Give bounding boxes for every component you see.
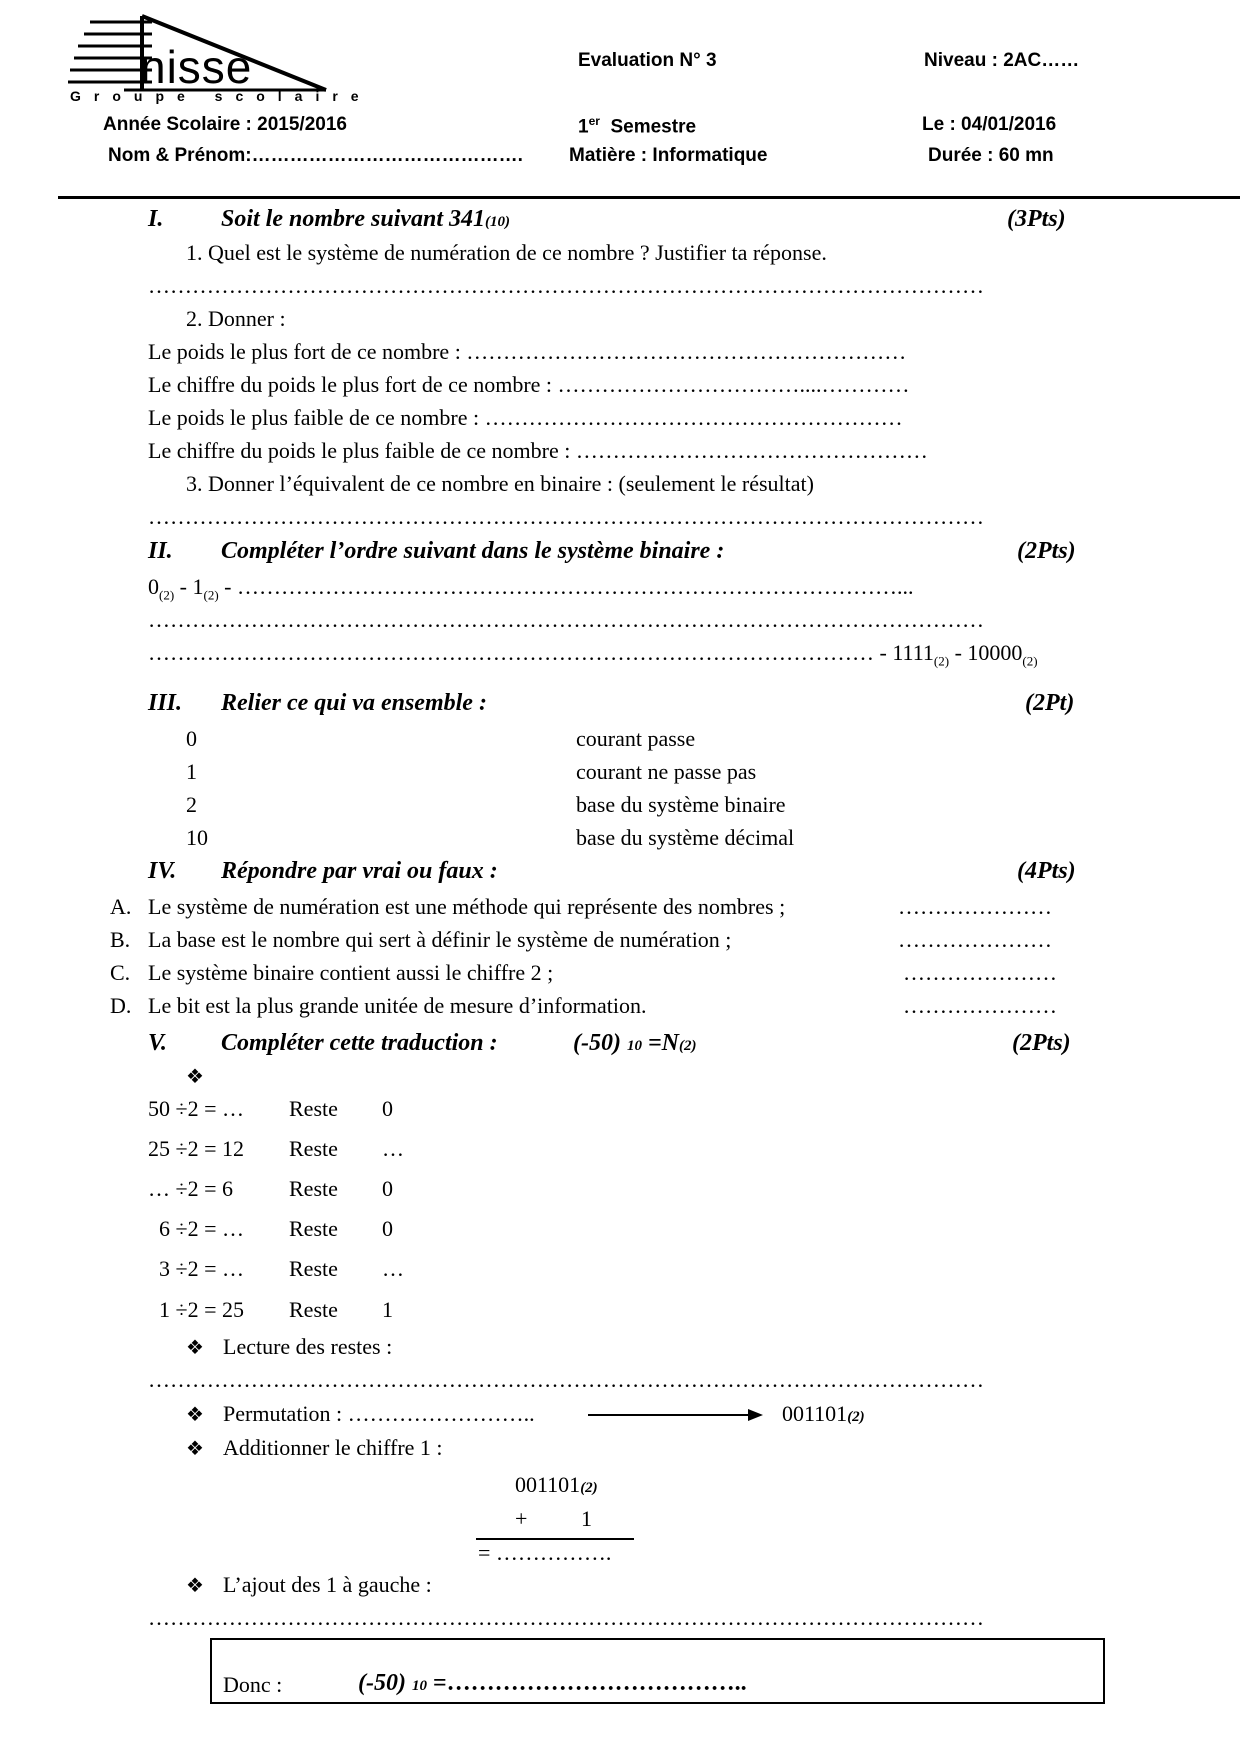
division-left: 3 ÷2 = …: [159, 1256, 244, 1281]
duree: Durée : 60 mn: [928, 145, 1054, 166]
s2-points: (2Pts): [1017, 538, 1076, 564]
conclusion-dots: =………………………………..: [426, 1670, 747, 1696]
addition-plus: +: [515, 1506, 528, 1531]
s2-title: Compléter l’ordre suivant dans le système binaire :: [221, 538, 725, 564]
s1-answer-line-3: ……………………………………………………………………………………………………: [148, 504, 984, 529]
semestre: [578, 114, 696, 138]
s1-answer-line-1: ……………………………………………………………………………………………………: [148, 273, 984, 298]
permutation-sub: (2): [847, 1409, 865, 1425]
s4-title: Répondre par vrai ou faux :: [221, 858, 498, 884]
s2-e1: - 1111: [874, 640, 934, 665]
s4-points: (4Pts): [1017, 858, 1076, 884]
semestre-sup: er: [588, 114, 600, 128]
division-reste: Reste: [289, 1297, 338, 1322]
s2-a0: 0: [148, 574, 159, 599]
s2-dots3: ………………………………………………………………………………………: [148, 640, 874, 665]
header-divider: [58, 196, 1240, 199]
bullet-icon: ❖: [186, 1404, 204, 1426]
s1-title: [221, 206, 510, 233]
logo-group: Groupe scolaire: [70, 88, 372, 104]
conclusion-label: Donc :: [223, 1672, 283, 1697]
semestre-num: 1: [578, 116, 589, 138]
division-reste: Reste: [289, 1136, 338, 1161]
s5-eq-sub1: 10: [626, 1038, 642, 1054]
s1-num: I.: [148, 206, 164, 232]
addition-one: 1: [581, 1506, 592, 1531]
ajout-answer-line: ……………………………………………………………………………………………………: [148, 1605, 984, 1630]
s4-item-answer: …………………: [898, 927, 1052, 952]
s2-a1: - 1: [174, 574, 204, 599]
s1-title-text: Soit le nombre suivant 341: [221, 206, 486, 232]
s1-q3: 3. Donner l’équivalent de ce nombre en binaire : (seulement le résultat): [186, 471, 814, 496]
addition-sub: (2): [580, 1480, 598, 1496]
s2-sequence-start: [148, 574, 914, 603]
semestre-label: Semestre: [610, 116, 697, 138]
niveau-label: Niveau :: [924, 50, 998, 71]
division-value: 1: [382, 1297, 393, 1322]
s3-left-item: 10: [186, 825, 208, 850]
division-value: 0: [382, 1176, 393, 1201]
date: Le : 04/01/2016: [922, 114, 1057, 135]
permutation-value: 001101: [782, 1401, 848, 1426]
s2-a0-sub: (2): [159, 587, 175, 603]
annee-scolaire: Année Scolaire : 2015/2016: [103, 114, 347, 135]
s3-num: III.: [148, 690, 183, 716]
division-left: 50 ÷2 = …: [148, 1096, 244, 1121]
permutation-result: [782, 1401, 865, 1427]
s4-item-text: La base est le nombre qui sert à définir le système de numération ;: [148, 927, 732, 952]
s5-points: (2Pts): [1012, 1030, 1071, 1056]
s4-item-text: Le bit est la plus grande unitée de mesure d’information.: [148, 993, 647, 1018]
s2-a1-rest: - ………………………………………………………………………………...: [218, 574, 914, 599]
addition-number: 001101: [515, 1472, 581, 1497]
division-reste: Reste: [289, 1096, 338, 1121]
s3-title: Relier ce qui va ensemble :: [221, 690, 487, 716]
s3-right-item: base du système binaire: [576, 792, 786, 817]
s2-e2-sub: (2): [1022, 653, 1038, 669]
s4-item-answer: …………………: [903, 993, 1057, 1018]
division-reste: Reste: [289, 1216, 338, 1241]
s5-title: Compléter cette traduction :: [221, 1030, 498, 1056]
s4-num: IV.: [148, 858, 177, 884]
s4-item-letter: C.: [110, 960, 131, 985]
s3-right-item: courant passe: [576, 726, 696, 751]
bullet-icon: ❖: [186, 1066, 204, 1088]
s3-right-item: base du système décimal: [576, 825, 795, 850]
s2-num: II.: [148, 538, 173, 564]
division-reste: Reste: [289, 1176, 338, 1201]
division-left: 6 ÷2 = …: [159, 1216, 244, 1241]
s5-num: V.: [148, 1030, 167, 1056]
nom-prenom: Nom & Prénom:…………………………………….: [108, 145, 523, 166]
conclusion-eq: (-50): [358, 1670, 406, 1696]
addition-result: = …………….: [478, 1540, 612, 1565]
conclusion-equation: [358, 1670, 747, 1697]
division-value: …: [382, 1136, 404, 1161]
s3-right-item: courant ne passe pas: [576, 759, 757, 784]
s4-item-letter: B.: [110, 927, 131, 952]
s5-eq-sub2: (2): [679, 1038, 697, 1054]
lecture-answer-line: ……………………………………………………………………………………………………: [148, 1367, 984, 1392]
division-reste: Reste: [289, 1256, 338, 1281]
ajout-label: L’ajout des 1 à gauche :: [223, 1572, 432, 1597]
niveau: [924, 50, 1079, 72]
s5-eq-mid: =N: [641, 1030, 679, 1056]
s1-line-chiffre-fort: Le chiffre du poids le plus fort de ce nombre : ……………………………....…………: [148, 372, 910, 397]
s3-points: (2Pt): [1025, 690, 1075, 716]
matiere: Matière : Informatique: [569, 145, 768, 166]
s5-equation: [573, 1030, 697, 1057]
bullet-icon: ❖: [186, 1337, 204, 1359]
conclusion-eq-sub: 10: [411, 1678, 427, 1694]
permutation-label: Permutation : ……………………..: [223, 1401, 535, 1426]
s2-sequence-end: [148, 640, 1038, 669]
s4-item-letter: A.: [110, 894, 132, 919]
s2-answer-line: ……………………………………………………………………………………………………: [148, 607, 984, 632]
s5-eq: (-50): [573, 1030, 621, 1056]
evaluation-title: Evaluation N° 3: [578, 50, 717, 71]
niveau-value: 2AC……: [1003, 50, 1080, 71]
s3-left-item: 2: [186, 792, 197, 817]
s3-left-item: 0: [186, 726, 197, 751]
s1-line-poids-fort: Le poids le plus fort de ce nombre : ……………………………………………………: [148, 339, 907, 364]
s1-line-poids-faible: Le poids le plus faible de ce nombre : …………………………………………………: [148, 405, 903, 430]
bullet-icon: ❖: [186, 1575, 204, 1597]
division-left: 1 ÷2 = 25: [159, 1297, 244, 1322]
s3-left-item: 1: [186, 759, 197, 784]
division-value: 0: [382, 1216, 393, 1241]
s2-e2: - 10000: [949, 640, 1023, 665]
s4-item-letter: D.: [110, 993, 132, 1018]
division-value: 0: [382, 1096, 393, 1121]
s4-item-answer: …………………: [898, 894, 1052, 919]
addition-operand: [515, 1472, 598, 1498]
logo-name: nisse: [140, 41, 253, 93]
s1-q2: 2. Donner :: [186, 306, 286, 331]
s4-item-text: Le système binaire contient aussi le chiffre 2 ;: [148, 960, 554, 985]
addition-label: Additionner le chiffre 1 :: [223, 1435, 443, 1460]
s1-points: (3Pts): [1007, 206, 1066, 232]
bullet-icon: ❖: [186, 1438, 204, 1460]
s2-a1-sub: (2): [203, 587, 219, 603]
s2-e1-sub: (2): [933, 653, 950, 669]
s1-title-sub: (10): [485, 214, 511, 230]
s4-item-text: Le système de numération est une méthode qui représente des nombres ;: [148, 894, 786, 919]
lecture-label: Lecture des restes :: [223, 1334, 393, 1359]
arrow-right-icon: [588, 1407, 763, 1428]
s4-item-answer: …………………: [903, 960, 1057, 985]
division-left: … ÷2 = 6: [148, 1176, 233, 1201]
s1-line-chiffre-faible: Le chiffre du poids le plus faible de ce nombre : …………………………………………: [148, 438, 928, 463]
s1-q1: 1. Quel est le système de numération de ce nombre ? Justifier ta réponse.: [186, 240, 827, 265]
division-value: …: [382, 1256, 404, 1281]
division-left: 25 ÷2 = 12: [148, 1136, 244, 1161]
